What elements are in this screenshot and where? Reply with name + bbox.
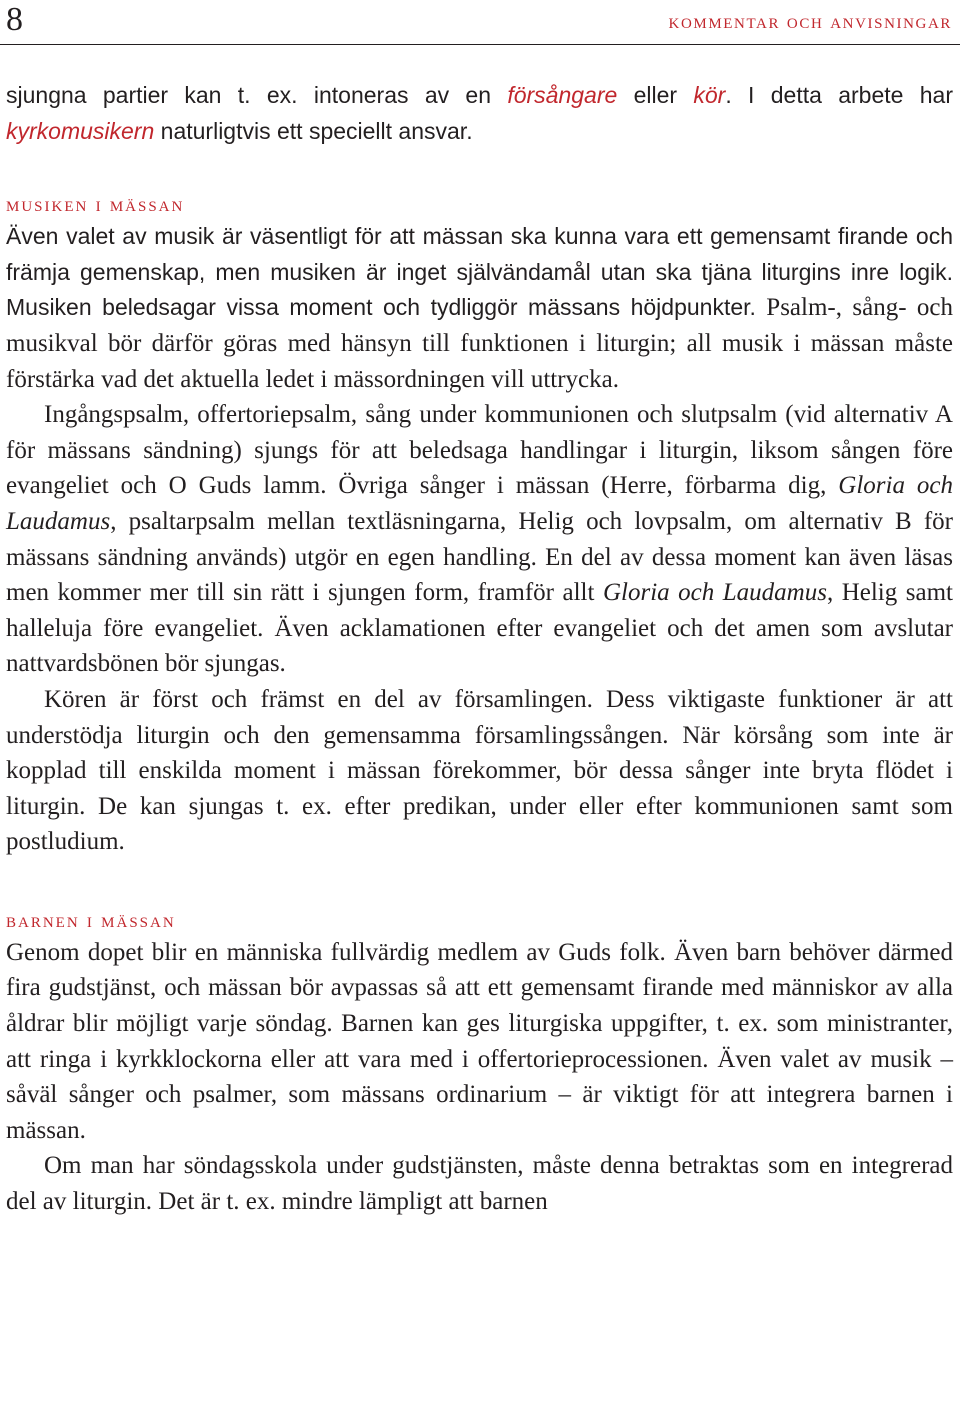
term-forsangare: försångare: [507, 82, 618, 108]
term-gloria-1: Gloria och Laudamus: [6, 472, 953, 535]
section-heading-music: musiken i mässan: [6, 192, 185, 217]
header-rule: [0, 44, 960, 45]
music-paragraph-2: [6, 397, 953, 682]
music-paragraph-2-c: , Helig samt halleluja före evangeliet. Även acklamationen efter evangeliet och det amen som avslutar nattvardsbönen bör sjungas.: [6, 579, 953, 678]
music-paragraph-1: [6, 219, 953, 397]
page-body: [6, 78, 953, 1220]
running-head: kommentar och anvisningar: [668, 9, 952, 33]
intro-text-4: naturligtvis ett speciellt ansvar.: [154, 117, 473, 144]
children-paragraph-1: Genom dopet blir en människa fullvärdig medlem av Guds folk. Även barn behöver därmed fira gudstjänst, och mässan bör avpassas så att ett gemensamt firande med människor av alla åldrar blir möjligt varje söndag. Barnen kan ges liturgiska uppgifter, t. ex. som ministranter, att ringa i kyrkklockorna eller att vara med i offertorieprocessionen. Även valet av musik – såväl sånger och psalmer, som mässans ordinarium – är viktigt för att integrera barnen i mässan.: [6, 938, 953, 1144]
children-paragraph-2: Om man har söndagsskola under gudstjänsten, måste denna betraktas som en integrerad del av liturgin. Det är t. ex. mindre lämpligt att barnen: [6, 1152, 953, 1216]
intro-text-3: . I detta arbete har: [725, 82, 953, 108]
section-heading-children: barnen i mässan: [6, 907, 176, 932]
page-number: 8: [6, 1, 23, 38]
music-paragraph-2-a: Ingångspsalm, offertoriepsalm, sång under kommunionen och slutpsalm (vid alternativ A för mässans sändning) sjungs för att beledsaga handlingar i liturgin, liksom sången före evangeliet och O Guds lamm. Övriga sånger i mässan (Herre, förbarma dig,: [6, 401, 953, 500]
term-gloria-2: Gloria och Laudamus: [602, 579, 827, 607]
term-kyrkomusikern: kyrkomusikern: [6, 117, 155, 144]
music-paragraph-2-b: , psaltarpsalm mellan textläsningarna, Helig och lovpsalm, om alternativ B för mässans sändning används) utgör en egen handling. En del av dessa moment kan även läsas men kommer mer till sin rätt i sjungen form, framför allt: [6, 507, 953, 607]
intro-text-2: eller: [617, 82, 694, 108]
music-paragraph-1-serif: Psalm-, sång- och musikval bör därför göras med hänsyn till funktionen i liturgin; all musik i mässan måste förstärka vad det aktuella ledet i mässordningen vill uttrycka.: [6, 294, 953, 393]
music-paragraph-1-sans: Även valet av musik är väsentligt för att mässan ska kunna vara ett gemensamt firande och främja gemenskap, men musiken är inget självändamål utan ska tjäna liturgins inre logik. Musiken beledsagar vissa moment och tydliggör mässans höjdpunkter.: [6, 223, 953, 321]
music-paragraph-3: Kören är först och främst en del av församlingen. Dess viktigaste funktioner är att understödja liturgin och den gemensamma församlingssången. När körsång som inte är kopplad till enskilda moment i mässan förekommer, bör dessa sånger inte bryta flödet i liturgin. De kan sjungas t. ex. efter predikan, under eller efter kommunionen samt som postludium.: [6, 685, 953, 856]
term-kor: kör: [693, 82, 726, 108]
intro-text-1: sjungna partier kan t. ex. intoneras av en: [6, 82, 508, 108]
intro-paragraph: [6, 78, 953, 149]
